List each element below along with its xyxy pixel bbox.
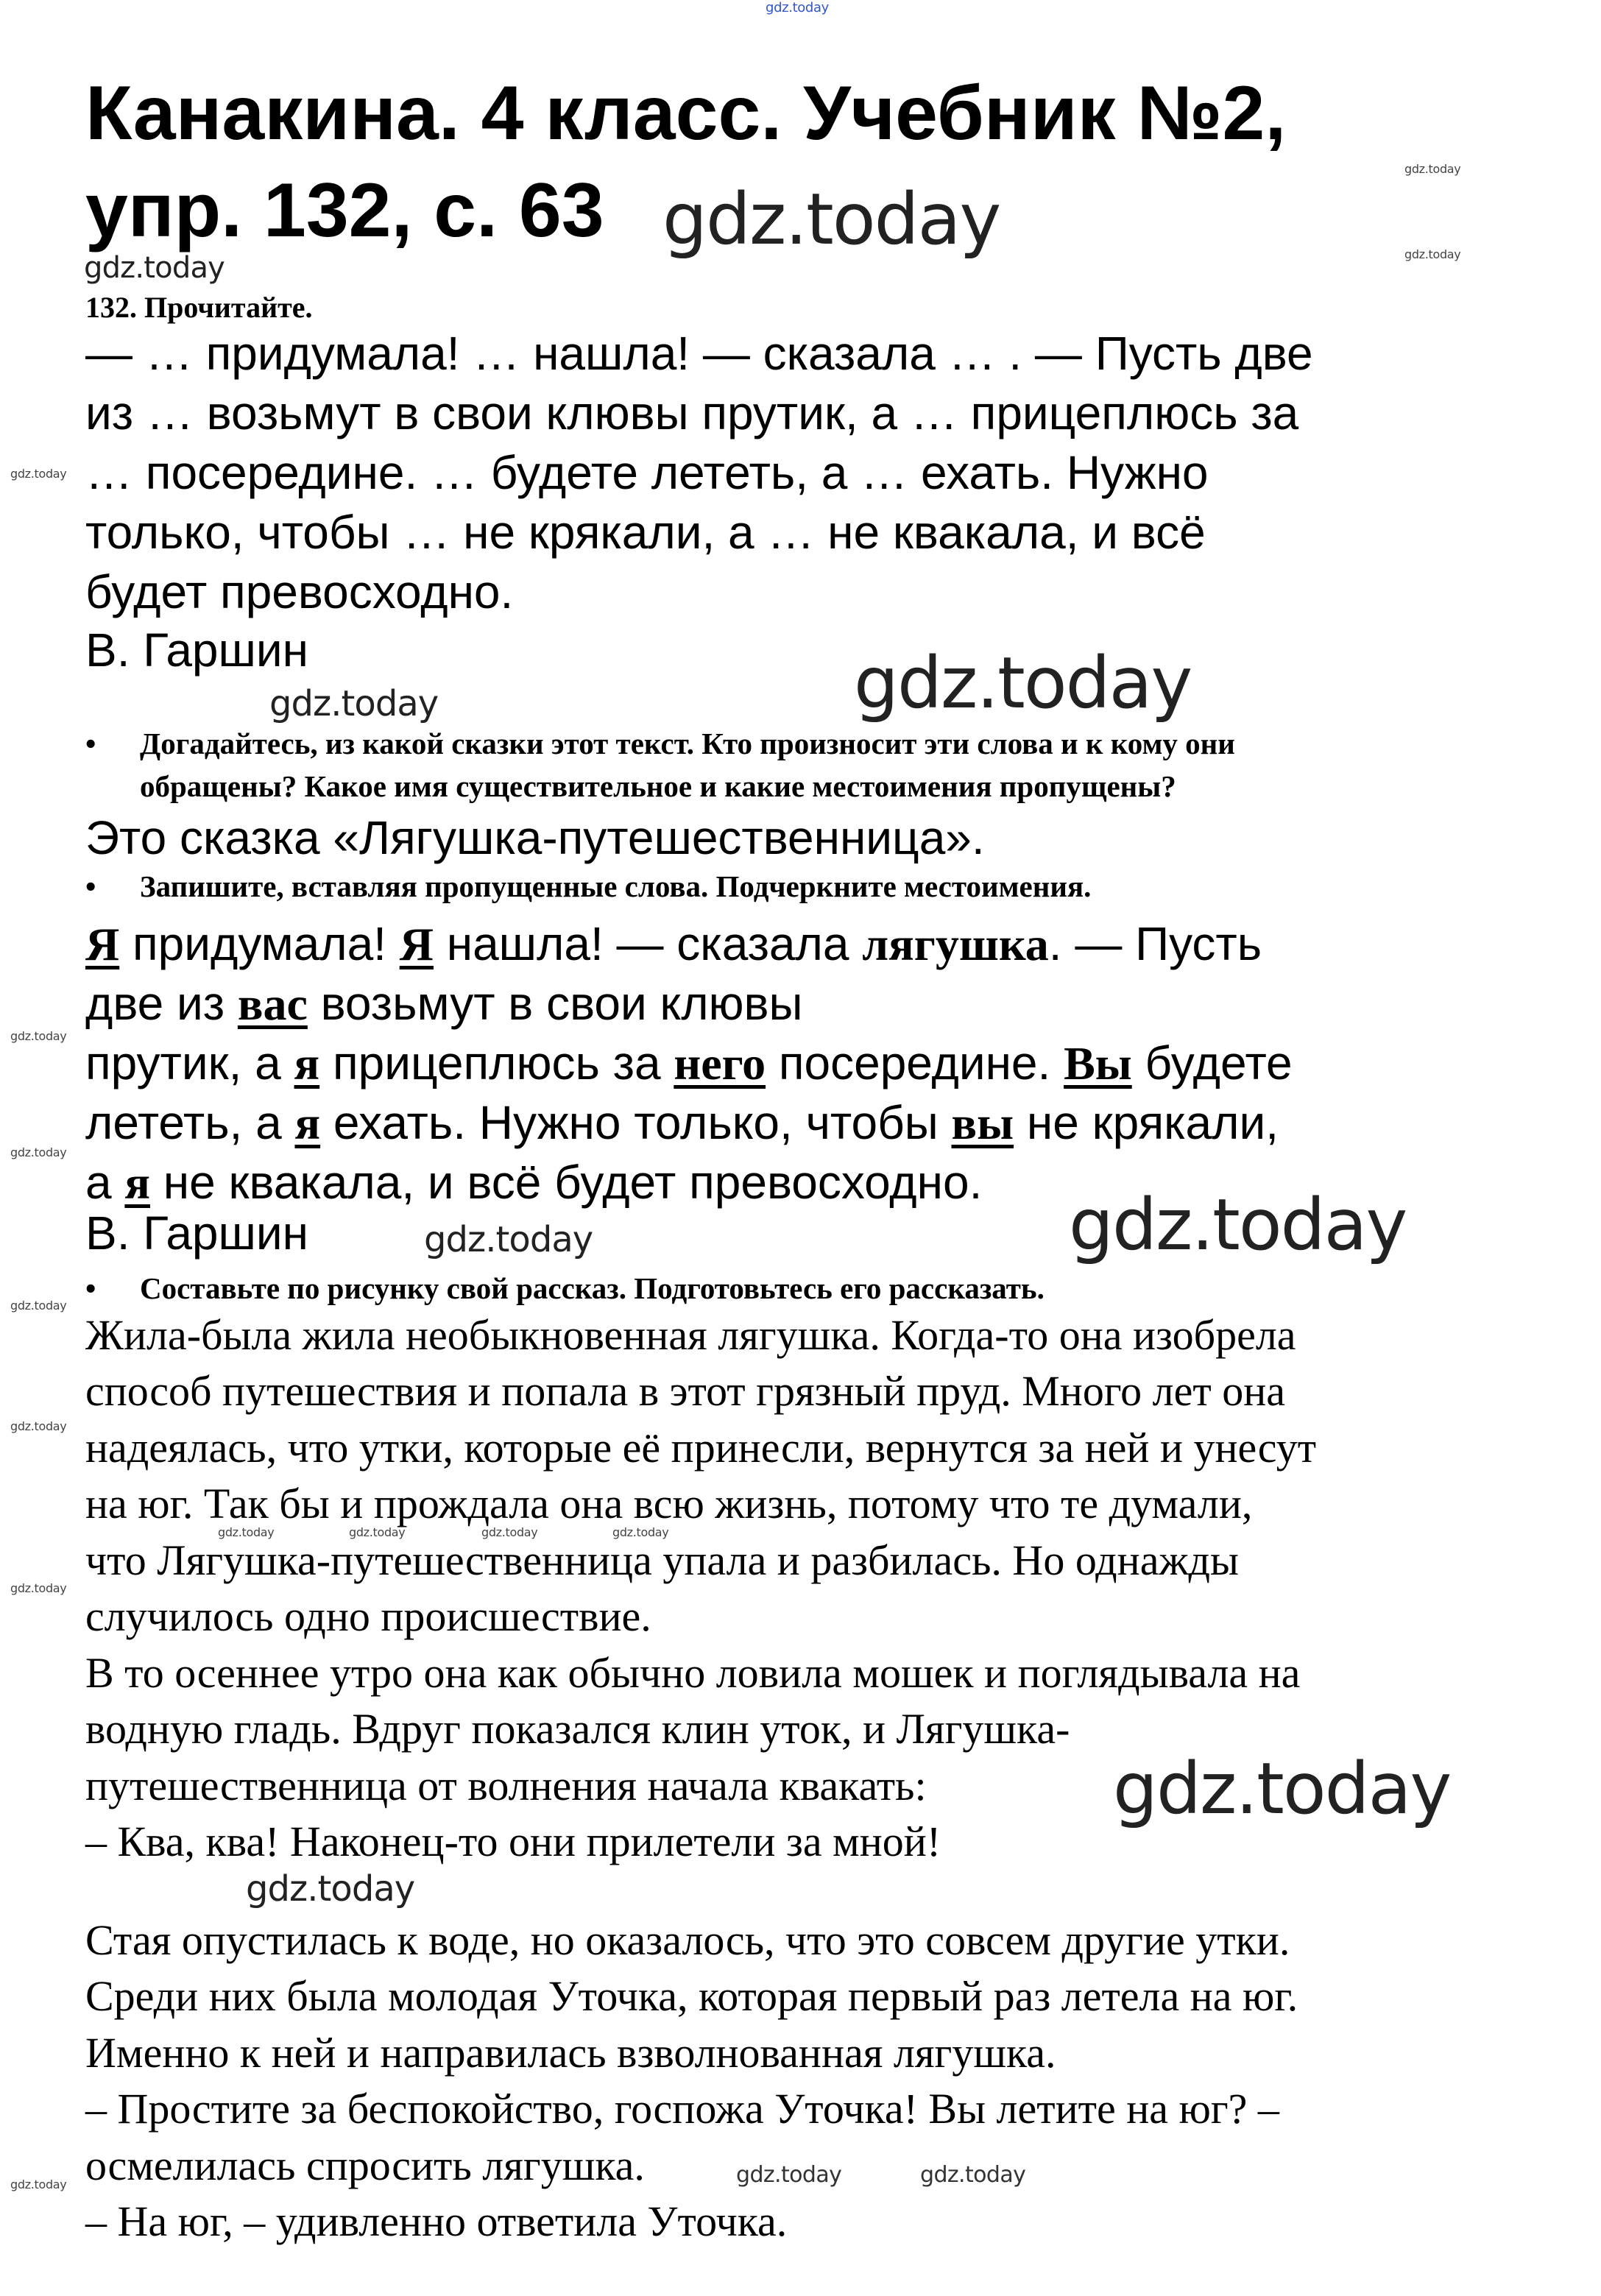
watermark: gdz.today bbox=[218, 1525, 275, 1539]
answer-2-line bbox=[85, 1036, 1293, 1089]
answer-text: посередине. bbox=[766, 1036, 1064, 1089]
story-line: на юг. Так бы и прождала она всю жизнь, потому что те думали, bbox=[85, 1480, 1253, 1527]
underlined-pronoun: я bbox=[294, 1037, 320, 1089]
task-text-line: только, чтобы … не крякали, а … не квакала, и всё bbox=[85, 506, 1206, 559]
underlined-pronoun: Вы bbox=[1064, 1037, 1132, 1089]
task-text-line: из … возьмут в свои клювы прутик, а … прицеплюсь за bbox=[85, 386, 1299, 439]
task-text-line: … посередине. … будете лететь, а … ехать. Нужно bbox=[85, 446, 1209, 499]
task-text-line: будет превосходно. bbox=[85, 565, 514, 618]
answer-text: не крякали, bbox=[1014, 1096, 1279, 1149]
watermark: gdz.today bbox=[84, 251, 225, 285]
story-line: путешественница от волнения начала квакать: bbox=[85, 1762, 927, 1809]
underlined-pronoun: вас bbox=[237, 978, 308, 1030]
task-text-line: — … придумала! … нашла! — сказала … . — Пусть две bbox=[85, 327, 1313, 380]
watermark: gdz.today bbox=[920, 2162, 1026, 2188]
answer-text: лететь, а bbox=[85, 1096, 295, 1149]
answer-text: прицеплюсь за bbox=[319, 1036, 674, 1089]
underlined-pronoun: я bbox=[124, 1156, 150, 1209]
answer-text: не квакала, и всё будет превосходно. bbox=[150, 1156, 983, 1209]
watermark: gdz.today bbox=[10, 1299, 67, 1313]
answer-2-line bbox=[85, 977, 803, 1030]
watermark: gdz.today bbox=[424, 1219, 593, 1260]
watermark: gdz.today bbox=[1113, 1748, 1451, 1830]
story-line: надеялась, что утки, которые её принесли, вернутся за ней и унесут bbox=[85, 1424, 1317, 1472]
question-1-cont bbox=[85, 771, 1176, 802]
answer-2-line bbox=[85, 1156, 983, 1209]
story-line: – Простите за беспокойство, госпожа Уточка! Вы летите на юг? – bbox=[85, 2085, 1279, 2133]
watermark: gdz.today bbox=[246, 1868, 415, 1910]
page-title-line1: Канакина. 4 класс. Учебник №2, bbox=[85, 71, 1287, 156]
question-3-text: Составьте по рисунку свой рассказ. Подготовьтесь его рассказать. bbox=[140, 1271, 1045, 1305]
question-1-line1: Догадайтесь, из какой сказки этот текст. Кто произносит эти слова и к кому они bbox=[140, 727, 1235, 760]
story-line: способ путешествия и попала в этот грязный пруд. Много лет она bbox=[85, 1367, 1285, 1415]
watermark: gdz.today bbox=[10, 1145, 67, 1159]
question-1 bbox=[85, 729, 1235, 759]
bullet-icon: • bbox=[85, 869, 96, 903]
answer-2-line bbox=[85, 1096, 1279, 1149]
answer-1: Это сказка «Лягушка-путешественница». bbox=[85, 811, 985, 864]
watermark: gdz.today bbox=[269, 683, 439, 724]
question-2-text: Запишите, вставляя пропущенные слова. Подчеркните местоимения. bbox=[140, 869, 1092, 903]
inserted-noun: лягушка bbox=[862, 918, 1049, 970]
watermark: gdz.today bbox=[1404, 162, 1461, 176]
watermark: gdz.today bbox=[662, 178, 1000, 261]
watermark: gdz.today bbox=[10, 1581, 67, 1595]
answer-2-line bbox=[85, 917, 1262, 970]
watermark: gdz.today bbox=[1069, 1184, 1407, 1266]
answer-text: ехать. Нужно только, чтобы bbox=[320, 1096, 952, 1149]
task-author: В. Гаршин bbox=[85, 624, 308, 677]
story-line: В то осеннее утро она как обычно ловила мошек и поглядывала на bbox=[85, 1649, 1301, 1697]
watermark: gdz.today bbox=[10, 1029, 67, 1043]
watermark: gdz.today bbox=[10, 467, 67, 481]
answer-text: две из bbox=[85, 977, 238, 1030]
underlined-pronoun: Я bbox=[399, 918, 434, 970]
page-title-line2: упр. 132, с. 63 bbox=[85, 168, 604, 253]
answer-text: нашла! — сказала bbox=[433, 917, 863, 970]
story-line: случилось одно происшествие. bbox=[85, 1592, 651, 1640]
underlined-pronoun: вы bbox=[951, 1097, 1014, 1149]
story-line: Именно к ней и направилась взволнованная лягушка. bbox=[85, 2029, 1056, 2077]
story-line: Жила-была жила необыкновенная лягушка. Когда-то она изобрела bbox=[85, 1311, 1296, 1359]
watermark: gdz.today bbox=[10, 1419, 67, 1433]
watermark: gdz.today bbox=[854, 642, 1192, 724]
watermark: gdz.today bbox=[766, 0, 829, 15]
underlined-pronoun: Я bbox=[85, 918, 120, 970]
watermark: gdz.today bbox=[481, 1525, 538, 1539]
watermark: gdz.today bbox=[612, 1525, 669, 1539]
story-line: Среди них была молодая Уточка, которая первый раз летела на юг. bbox=[85, 1972, 1298, 2020]
answer-text: а bbox=[85, 1156, 125, 1209]
underlined-pronoun: него bbox=[674, 1037, 766, 1089]
story-line: Стая опустилась к воде, но оказалось, что это совсем другие утки. bbox=[85, 1916, 1290, 1964]
question-1-line2: обращены? Какое имя существительное и какие местоимения пропущены? bbox=[140, 769, 1176, 803]
story-line: водную гладь. Вдруг показался клин уток, и Лягушка- bbox=[85, 1705, 1070, 1753]
underlined-pronoun: я bbox=[294, 1097, 321, 1149]
bullet-icon: • bbox=[85, 727, 96, 760]
watermark: gdz.today bbox=[736, 2162, 842, 2188]
answer-text: будете bbox=[1131, 1036, 1293, 1089]
task-heading: 132. Прочитайте. bbox=[85, 291, 313, 324]
watermark: gdz.today bbox=[10, 2177, 67, 2191]
question-2 bbox=[85, 869, 1092, 903]
watermark: gdz.today bbox=[349, 1525, 406, 1539]
answer-2-author: В. Гаршин bbox=[85, 1207, 308, 1260]
answer-text: прутик, а bbox=[85, 1036, 294, 1089]
story-line: что Лягушка-путешественница упала и разбилась. Но однажды bbox=[85, 1536, 1239, 1584]
story-line: – Ква, ква! Наконец-то они прилетели за мной! bbox=[85, 1818, 941, 1865]
watermark: gdz.today bbox=[1404, 247, 1461, 261]
bullet-icon: • bbox=[85, 1271, 96, 1305]
story-line: осмелилась спросить лягушка. bbox=[85, 2141, 645, 2189]
answer-text: возьмут в свои клювы bbox=[307, 977, 803, 1030]
answer-text: . — Пусть bbox=[1048, 917, 1262, 970]
question-3 bbox=[85, 1271, 1045, 1305]
answer-text: придумала! bbox=[119, 917, 400, 970]
story-line: – На юг, – удивленно ответила Уточка. bbox=[85, 2197, 788, 2245]
